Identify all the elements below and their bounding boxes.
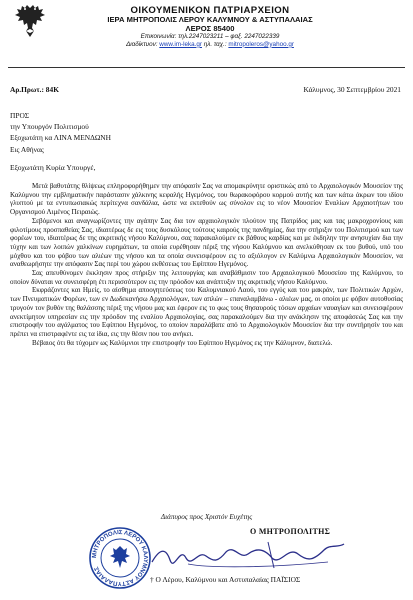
body-paragraph: Βέβαιος ότι θα τύχομεν ως Καλύμνιοι την επιστροφήν του Εφίππου Ηγεμόνος εις την Κάλυμνον, διατελώ.	[32, 338, 333, 347]
recipient-line: ΠΡΟΣ	[10, 111, 30, 120]
web-email-line	[60, 41, 360, 48]
postal-address: ΛΕΡΟΣ 85400	[185, 23, 235, 33]
contact-line: Επικοινωνία: τηλ.2247023211 – φαξ. 2247022339	[140, 33, 280, 41]
letter-date: Κάλυμνος, 30 Σεπτεμβρίου 2021	[303, 85, 401, 94]
website-link[interactable]: www.im-leka.gr	[159, 40, 202, 48]
web-label: Διαδίκτυον:	[126, 40, 160, 48]
body-paragraph: Εκφράζοντες και Ημείς, το αίσθημα αποογητεύσεως του Καλυμνιακού Λαού, του εγγύς και του μακράν, των Πολιτικών Αρχών, των Πνευματικών Φορέων, των εν Δωδεκανήσω Αρχαιολόγων, των απλών – επαναλαμβάνω - αλιέων μας, οι οποίοι με φόβον αυτοθυσίας τρυγούν τον βυθόν της θαλάσσης πέριξ της νήσου μας και έφερον εις το φως τους θησαυρούς τόσων αρχαίων ναυαγίων και συνεισφέρουν ανεκτίμητον υπηρεσίαν εις την πρόοδον της εναλίου Αρχαιολογίας, σας παρακαλούμεν δια την ανάκλησιν της αποφάσεώς Σας και την επιστροφήν του αγάλματος του Εφίππου Ηγεμόνος, το οποίον παραλάβατε από το Αρχαιολογικόν Μουσείον δια την συντήρησίν του και πρέπει να επιστραφέντε εις τα ίδια, εις την θέσιν που του ανήκει.	[10, 286, 403, 338]
email-link[interactable]: mitropoleros@yahoo.gr	[228, 40, 294, 48]
recipient-block	[10, 110, 111, 155]
signatory-name: † Ο Λέρου, Καλύμνου και Αστυπαλαίας ΠΑΪΣΙΟΣ	[150, 575, 301, 584]
double-headed-eagle-emblem	[14, 4, 46, 38]
salutation: Εξοχωτάτη Κυρία Υπουργέ,	[10, 163, 96, 172]
seal-lettering: ΜΗΤΡΟΠΟΛΙΣ ΛΕΡΟΥ ΚΑΛΥΜΝΟΥ ΑΣΤΥΠΑΛΑΙΑΣ	[91, 529, 149, 587]
email-label: ηλ. ταχ.:	[201, 40, 229, 48]
handwritten-signature	[148, 538, 348, 570]
metropolis-name: ΙΕΡΑ ΜΗΤΡΟΠΟΛΙΣ ΛΕΡΟΥ ΚΑΛΥΜΝΟΥ & ΑΣΤΥΠΑΛΑΙΑΣ	[107, 15, 313, 25]
body-paragraph: Σας απευθύνομεν έκκλησιν προς στήριξιν της λειτουργίας και αναβάθμισιν του Αρχαιολογικού Μουσείου της Καλύμνου, το οποίον δύναται να συνεισφέρη έτι περισσότερον εις την πρόοδον και ανάπτυξιν της ακριτικής νήσου Καλύμνου.	[10, 269, 403, 286]
header-divider	[8, 67, 405, 68]
patriarchate-title: ΟΙΚΟΥΜΕΝΙΚΟΝ ΠΑΤΡΙΑΡΧΕΙΟΝ	[130, 5, 290, 16]
signatory-title: Ο ΜΗΤΡΟΠΟΛΙΤΗΣ	[250, 527, 331, 536]
letterhead	[60, 5, 360, 48]
body-paragraph: Μετά βαθυτάτης θλίψεως επληροφορήθημεν την απόφασίν Σας να απομακρύνητε οριστικώς από το Αρχαιολογικόν Μουσείον της Καλύμνου την εμβληματικήν παράστασιν χάλκινης κεφαλής Ηγεμόνος, του θωρακοφόρου κορμού αυτής και των κάτω άκρων του ιδίου γλυπτού με τα εντυπωσιακώς περίτεχνα σανδάλια, ώστε να εκτεθούν ως σύνολον εις το νέον Μουσείον Εναλίων Αρχαιοτήτων του Οργανισμού Λιμένος Πειραιώς.	[10, 182, 403, 217]
closing-formula: Διάπυρος προς Χριστόν Ευχέτης	[160, 513, 253, 521]
recipient-line: την Υπουργόν Πολιτισμού	[10, 122, 89, 132]
letter-body	[10, 182, 403, 347]
recipient-line: Εξοχωτάτη κα ΛΙΝΑ ΜΕΝΔΩΝΗ	[10, 133, 111, 143]
metropolis-seal-stamp	[88, 526, 152, 590]
protocol-number: Αρ.Πρωτ.: 84Κ	[10, 85, 59, 94]
body-paragraph: Σεβόμενοι και αναγνωρίζοντες την αγάπην Σας δια τον αρχαιολογικόν πλούτον της Πατρίδος μας και τας μακροχρονίους και φιλοτίμους προσπαθείας Σας, ιδιαιτέρως δε εις τους δυσκόλους τούτους καιρούς της πανδημίας, δια την στήριξιν του Πολιτισμού και των φορέων του, ιδιαιτέρως δε της ακριτικής νήσου Καλύμνου, σας παρακαλούμεν εκ βάθους καρδίας και με έκδηλην την ανησυχίαν δια την τύχην και των λοιπών χαλκίνων ευρημάτων, τα οποία ευρέθησαν πέριξ της νήσου Καλύμνου και ανελκύθησαν εκ του βυθού, υπό του μόχθου και του φόβου των αλιέων της νήσου και τα οποία συνεισφέρουν εις το αξιόλογον εν Καλύμνω Αρχαιολογικόν Μουσείον, να αναθεωρήσητε την απόφασιν Σας περί του χώρου εκθέσεως του Εφίππου Ηγεμόνος.	[10, 216, 403, 269]
recipient-line: Εις Αθήνας	[10, 144, 44, 154]
